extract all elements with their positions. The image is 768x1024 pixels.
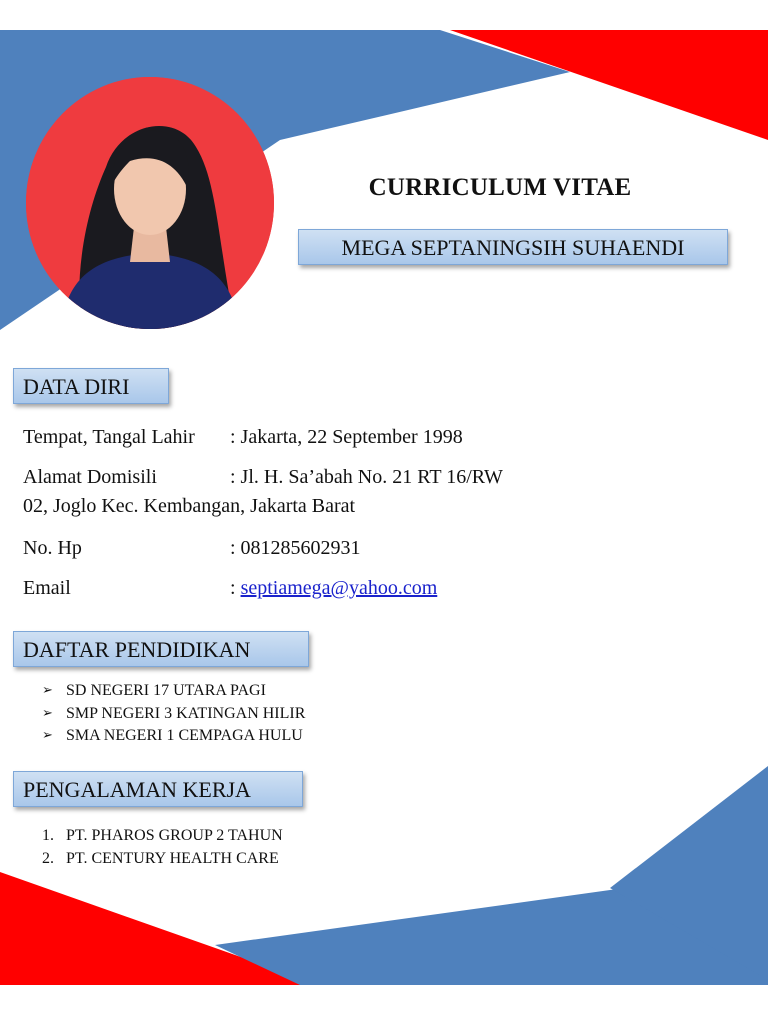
- section-heading-data-diri: DATA DIRI: [13, 368, 169, 404]
- section-heading-pendidikan: DAFTAR PENDIDIKAN: [13, 631, 309, 667]
- field-address-continued: 02, Joglo Kec. Kembangan, Jakarta Barat: [23, 495, 356, 517]
- field-label: Alamat Domisili: [23, 466, 157, 488]
- education-list: [42, 680, 305, 748]
- experience-list: [42, 825, 283, 870]
- field-value: : Jakarta, 22 September 1998: [230, 426, 463, 448]
- arrow-bullet-icon: ➢: [42, 683, 53, 698]
- list-item: [42, 703, 305, 726]
- field-value: : 081285602931: [230, 537, 361, 559]
- section-heading-pengalaman: PENGALAMAN KERJA: [13, 771, 303, 807]
- list-item-text: SMA NEGERI 1 CEMPAGA HULU: [66, 727, 303, 744]
- profile-photo: [26, 77, 274, 329]
- list-item: [42, 680, 305, 703]
- candidate-name: MEGA SEPTANINGSIH SUHAENDI: [298, 229, 728, 265]
- field-label: Email: [23, 577, 71, 599]
- email-link[interactable]: septiamega@yahoo.com: [240, 577, 438, 599]
- list-item-text: SD NEGERI 17 UTARA PAGI: [66, 682, 266, 699]
- document-title: CURRICULUM VITAE: [368, 174, 632, 201]
- arrow-bullet-icon: ➢: [42, 705, 53, 721]
- field-label: Tempat, Tangal Lahir: [23, 426, 195, 448]
- field-label: No. Hp: [23, 537, 82, 559]
- list-item-text: PT. CENTURY HEALTH CARE: [66, 849, 279, 867]
- list-item: [42, 725, 305, 748]
- email-prefix: :: [230, 577, 241, 599]
- list-item: [42, 848, 283, 871]
- field-value: : Jl. H. Sa’abah No. 21 RT 16/RW: [230, 466, 503, 488]
- list-number: 1.: [42, 827, 54, 844]
- list-item: [42, 825, 283, 848]
- list-item-text: PT. PHAROS GROUP 2 TAHUN: [66, 827, 283, 844]
- list-number: 2.: [42, 849, 54, 867]
- list-item-text: SMP NEGERI 3 KATINGAN HILIR: [66, 704, 306, 722]
- arrow-bullet-icon: ➢: [42, 728, 53, 743]
- field-value: [230, 577, 437, 600]
